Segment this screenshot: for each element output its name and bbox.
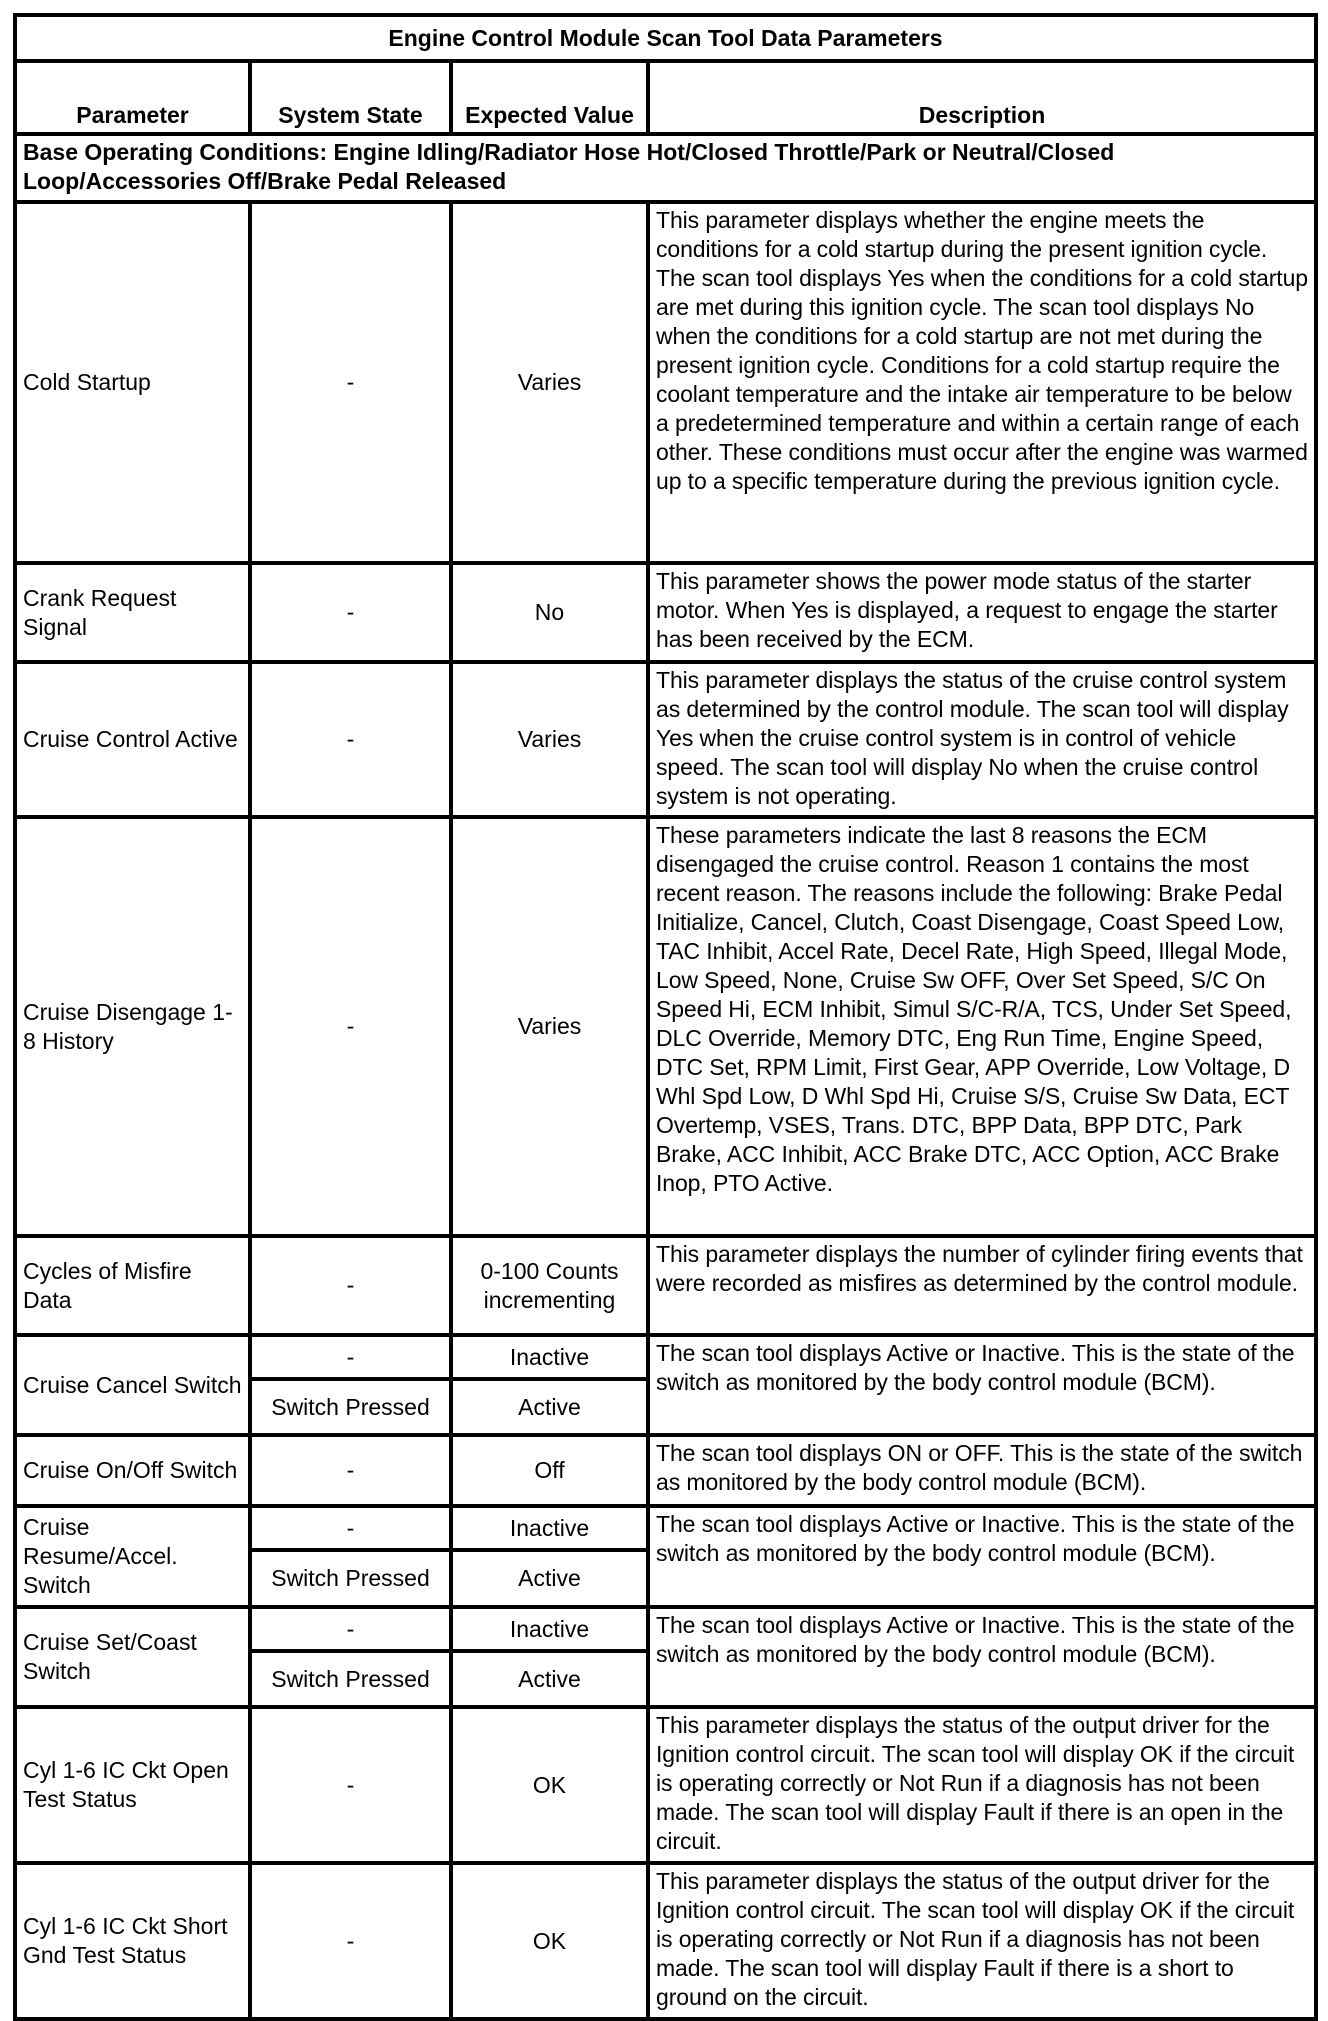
state-cell: Switch Pressed (250, 1651, 451, 1707)
value-cell: OK (451, 1863, 648, 2019)
base-operating-conditions: Base Operating Conditions: Engine Idling/Radiator Hose Hot/Closed Throttle/Park or Neutral/Closed Loop/Accessories Off/Brake Pedal Released (15, 134, 1316, 202)
table-row (15, 1335, 1316, 1379)
parameter-cell: Cruise Control Active (15, 662, 250, 817)
description-cell: These parameters indicate the last 8 reasons the ECM disengaged the cruise control. Reason 1 contains the most recent reason. The reasons include the following: Brake Pedal Initialize, Cancel, Clutch, Coast Disengage, Coast Speed Low, TAC Inhibit, Accel Rate, Decel Rate, High Speed, Illegal Mode, Low Speed, None, Cruise Sw OFF, Over Set Speed, S/C On Speed Hi, ECM Inhibit, Simul S/C-R/A, TCS, Under Set Speed, DLC Override, Memory DTC, Eng Run Time, Engine Speed, DTC Set, RPM Limit, First Gear, APP Override, Low Voltage, D Whl Spd Low, D Whl Spd Hi, Cruise S/S, Cruise Sw Data, ECT Overtemp, VSES, Trans. DTC, BPP Data, BPP DTC, Park Brake, ACC Inhibit, ACC Brake DTC, ACC Option, ACC Brake Inop, PTO Active. (648, 817, 1316, 1236)
state-cell: - (250, 1607, 451, 1651)
state-cell: - (250, 1506, 451, 1550)
description-cell: This parameter displays whether the engine meets the conditions for a cold startup during the present ignition cycle. The scan tool displays Yes when the conditions for a cold startup are met during this ignition cycle. The scan tool displays No when the conditions for a cold startup are not met during the present ignition cycle. Conditions for a cold startup require the coolant temperature and the intake air temperature to be below a predetermined temperature and within a certain range of each other. These conditions must occur after the engine was warmed up to a specific temperature during the previous ignition cycle. (648, 202, 1316, 563)
table-row (15, 662, 1316, 817)
parameter-cell: Cruise Cancel Switch (15, 1335, 250, 1435)
table-row (15, 1435, 1316, 1506)
value-cell: Inactive (451, 1335, 648, 1379)
description-cell: The scan tool displays Active or Inactive. This is the state of the switch as monitored by the body control module (BCM). (648, 1506, 1316, 1607)
description-cell: This parameter displays the status of the output driver for the Ignition control circuit. The scan tool will display OK if the circuit is operating correctly or Not Run if a diagnosis has not been made. The scan tool will display Fault if there is an open in the circuit. (648, 1707, 1316, 1863)
parameter-cell: Cyl 1-6 IC Ckt Short Gnd Test Status (15, 1863, 250, 2019)
state-cell: - (250, 1863, 451, 2019)
table-row (15, 1236, 1316, 1335)
parameter-cell: Cycles of Misfire Data (15, 1236, 250, 1335)
value-cell: Active (451, 1550, 648, 1607)
header-description: Description (648, 61, 1316, 134)
state-cell: - (250, 1707, 451, 1863)
header-system-state: System State (250, 61, 451, 134)
header-parameter: Parameter (15, 61, 250, 134)
table-row (15, 1707, 1316, 1863)
table-row (15, 1863, 1316, 2019)
value-cell: Off (451, 1435, 648, 1506)
value-cell: 0-100 Counts incrementing (451, 1236, 648, 1335)
value-cell: Active (451, 1379, 648, 1435)
description-cell: This parameter displays the number of cylinder firing events that were recorded as misfires as determined by the control module. (648, 1236, 1316, 1335)
value-cell: Varies (451, 817, 648, 1236)
value-cell: Varies (451, 662, 648, 817)
table-row (15, 202, 1316, 563)
value-cell: Varies (451, 202, 648, 563)
value-cell: Active (451, 1651, 648, 1707)
state-cell: - (250, 662, 451, 817)
table-row (15, 1506, 1316, 1550)
parameter-cell: Cruise Set/Coast Switch (15, 1607, 250, 1707)
value-cell: Inactive (451, 1506, 648, 1550)
state-cell: - (250, 1335, 451, 1379)
header-expected-value: Expected Value (451, 61, 648, 134)
description-cell: This parameter displays the status of the output driver for the Ignition control circuit. The scan tool will display OK if the circuit is operating correctly or Not Run if a diagnosis has not been made. The scan tool will display Fault if there is a short to ground on the circuit. (648, 1863, 1316, 2019)
value-cell: No (451, 563, 648, 662)
scan-tool-data-table (13, 13, 1318, 2021)
state-cell: - (250, 202, 451, 563)
state-cell: - (250, 1236, 451, 1335)
description-cell: This parameter displays the status of the cruise control system as determined by the control module. The scan tool will display Yes when the cruise control system is in control of vehicle speed. The scan tool will display No when the cruise control system is not operating. (648, 662, 1316, 817)
value-cell: Inactive (451, 1607, 648, 1651)
parameter-cell: Cyl 1-6 IC Ckt Open Test Status (15, 1707, 250, 1863)
parameter-cell: Crank Request Signal (15, 563, 250, 662)
state-cell: - (250, 817, 451, 1236)
table-row (15, 817, 1316, 1236)
state-cell: Switch Pressed (250, 1550, 451, 1607)
state-cell: Switch Pressed (250, 1379, 451, 1435)
table-row (15, 1607, 1316, 1651)
value-cell: OK (451, 1707, 648, 1863)
state-cell: - (250, 563, 451, 662)
table-row (15, 563, 1316, 662)
parameter-cell: Cruise On/Off Switch (15, 1435, 250, 1506)
description-cell: The scan tool displays Active or Inactive. This is the state of the switch as monitored by the body control module (BCM). (648, 1335, 1316, 1435)
state-cell: - (250, 1435, 451, 1506)
parameter-cell: Cold Startup (15, 202, 250, 563)
description-cell: The scan tool displays Active or Inactive. This is the state of the switch as monitored by the body control module (BCM). (648, 1607, 1316, 1707)
parameter-cell: Cruise Disengage 1-8 History (15, 817, 250, 1236)
table-title: Engine Control Module Scan Tool Data Parameters (15, 15, 1316, 61)
description-cell: The scan tool displays ON or OFF. This is the state of the switch as monitored by the body control module (BCM). (648, 1435, 1316, 1506)
parameter-cell: Cruise Resume/Accel. Switch (15, 1506, 250, 1607)
description-cell: This parameter shows the power mode status of the starter motor. When Yes is displayed, a request to engage the starter has been received by the ECM. (648, 563, 1316, 662)
